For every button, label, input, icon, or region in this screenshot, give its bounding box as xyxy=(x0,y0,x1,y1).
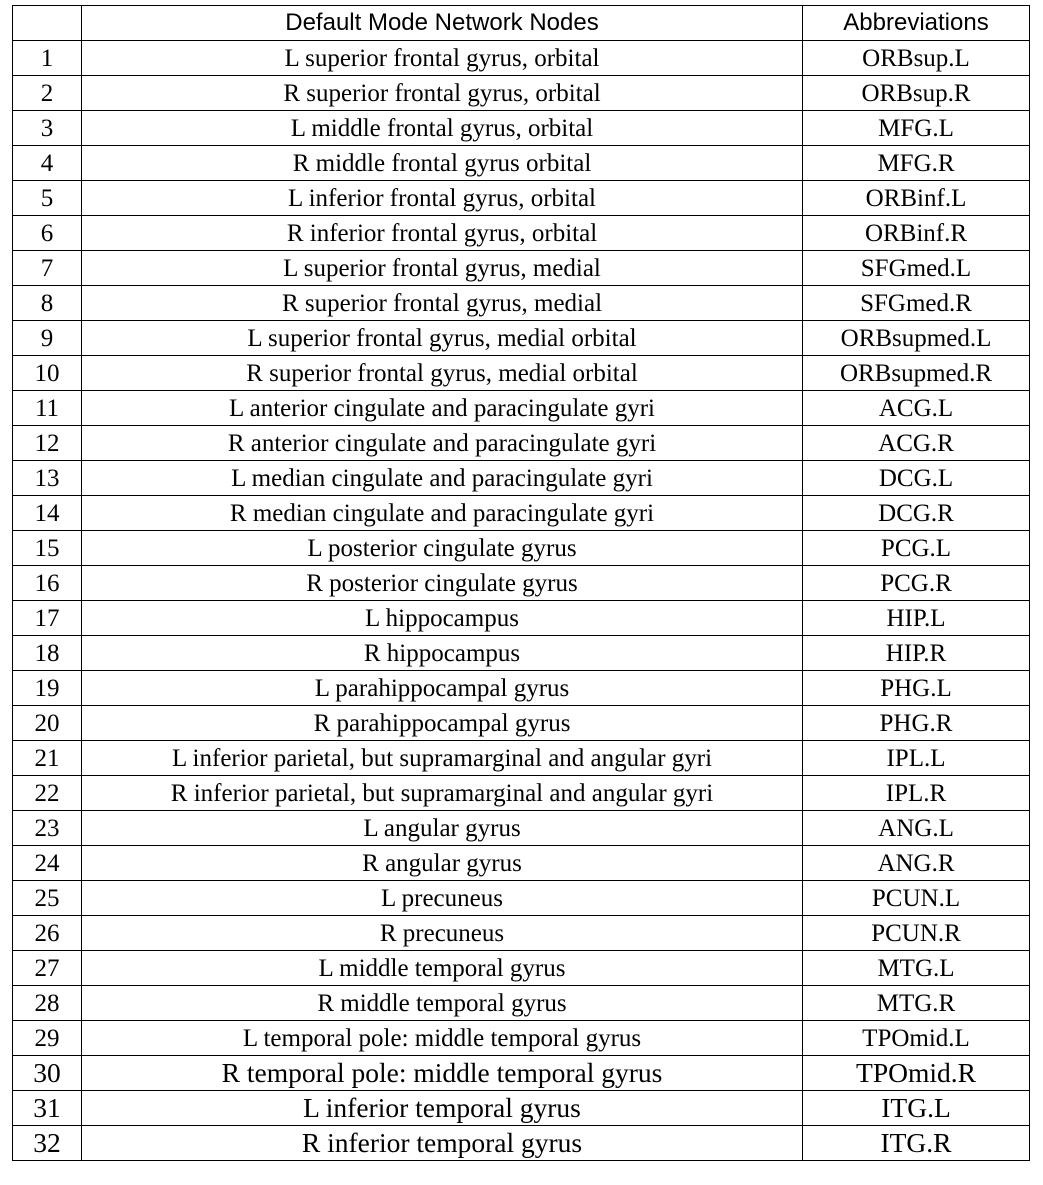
table-row xyxy=(13,706,1030,741)
node-name: L superior frontal gyrus, medial orbital xyxy=(82,321,803,356)
row-number: 3 xyxy=(13,111,82,146)
row-number: 27 xyxy=(13,951,82,986)
row-number: 19 xyxy=(13,671,82,706)
node-name: R middle temporal gyrus xyxy=(82,986,803,1021)
row-number: 28 xyxy=(13,986,82,1021)
row-number: 11 xyxy=(13,391,82,426)
node-abbreviation: MFG.L xyxy=(803,111,1030,146)
row-number: 31 xyxy=(13,1091,82,1126)
row-number: 24 xyxy=(13,846,82,881)
node-abbreviation: MTG.L xyxy=(803,951,1030,986)
node-abbreviation: IPL.R xyxy=(803,776,1030,811)
node-name: R hippocampus xyxy=(82,636,803,671)
row-number: 26 xyxy=(13,916,82,951)
row-number: 4 xyxy=(13,146,82,181)
node-abbreviation: ORBsupmed.L xyxy=(803,321,1030,356)
row-number: 18 xyxy=(13,636,82,671)
table-row xyxy=(13,881,1030,916)
node-abbreviation: ORBinf.L xyxy=(803,181,1030,216)
table-row xyxy=(13,461,1030,496)
node-abbreviation: ACG.L xyxy=(803,391,1030,426)
row-number: 23 xyxy=(13,811,82,846)
node-abbreviation: ANG.L xyxy=(803,811,1030,846)
node-name: L middle temporal gyrus xyxy=(82,951,803,986)
dmn-nodes-table xyxy=(12,5,1030,1161)
table-row xyxy=(13,41,1030,76)
table-row xyxy=(13,286,1030,321)
table-row xyxy=(13,111,1030,146)
node-abbreviation: SFGmed.R xyxy=(803,286,1030,321)
node-name: R inferior parietal, but supramarginal and angular gyri xyxy=(82,776,803,811)
node-name: R superior frontal gyrus, medial xyxy=(82,286,803,321)
row-number: 30 xyxy=(13,1056,82,1091)
row-number: 6 xyxy=(13,216,82,251)
row-number: 16 xyxy=(13,566,82,601)
node-abbreviation: TPOmid.R xyxy=(803,1056,1030,1091)
table-row xyxy=(13,426,1030,461)
node-name: R posterior cingulate gyrus xyxy=(82,566,803,601)
table-row xyxy=(13,391,1030,426)
row-number: 20 xyxy=(13,706,82,741)
header-node: Default Mode Network Nodes xyxy=(82,6,803,41)
row-number: 7 xyxy=(13,251,82,286)
node-name: R parahippocampal gyrus xyxy=(82,706,803,741)
table-row xyxy=(13,76,1030,111)
node-name: L hippocampus xyxy=(82,601,803,636)
table-row xyxy=(13,146,1030,181)
node-name: R superior frontal gyrus, medial orbital xyxy=(82,356,803,391)
node-abbreviation: TPOmid.L xyxy=(803,1021,1030,1056)
row-number: 9 xyxy=(13,321,82,356)
node-name: R anterior cingulate and paracingulate gyri xyxy=(82,426,803,461)
row-number: 2 xyxy=(13,76,82,111)
node-name: R inferior temporal gyrus xyxy=(82,1126,803,1161)
row-number: 14 xyxy=(13,496,82,531)
row-number: 10 xyxy=(13,356,82,391)
node-abbreviation: ORBsupmed.R xyxy=(803,356,1030,391)
table-row xyxy=(13,1126,1030,1161)
table-row xyxy=(13,1021,1030,1056)
node-name: L parahippocampal gyrus xyxy=(82,671,803,706)
row-number: 5 xyxy=(13,181,82,216)
node-abbreviation: HIP.R xyxy=(803,636,1030,671)
node-name: L superior frontal gyrus, orbital xyxy=(82,41,803,76)
row-number: 12 xyxy=(13,426,82,461)
node-abbreviation: ACG.R xyxy=(803,426,1030,461)
node-abbreviation: MTG.R xyxy=(803,986,1030,1021)
node-name: R angular gyrus xyxy=(82,846,803,881)
node-abbreviation: ORBsup.L xyxy=(803,41,1030,76)
table-row xyxy=(13,951,1030,986)
table-row xyxy=(13,356,1030,391)
node-abbreviation: IPL.L xyxy=(803,741,1030,776)
node-name: R temporal pole: middle temporal gyrus xyxy=(82,1056,803,1091)
table-row xyxy=(13,251,1030,286)
node-name: R middle frontal gyrus orbital xyxy=(82,146,803,181)
table-row xyxy=(13,811,1030,846)
node-name: L median cingulate and paracingulate gyri xyxy=(82,461,803,496)
node-abbreviation: PCUN.R xyxy=(803,916,1030,951)
row-number: 25 xyxy=(13,881,82,916)
node-name: L inferior frontal gyrus, orbital xyxy=(82,181,803,216)
row-number: 22 xyxy=(13,776,82,811)
row-number: 8 xyxy=(13,286,82,321)
table-row xyxy=(13,846,1030,881)
node-name: R superior frontal gyrus, orbital xyxy=(82,76,803,111)
table-row xyxy=(13,601,1030,636)
table-row xyxy=(13,986,1030,1021)
row-number: 32 xyxy=(13,1126,82,1161)
node-abbreviation: ANG.R xyxy=(803,846,1030,881)
node-name: L precuneus xyxy=(82,881,803,916)
node-name: R precuneus xyxy=(82,916,803,951)
table-row xyxy=(13,531,1030,566)
node-abbreviation: ITG.R xyxy=(803,1126,1030,1161)
table-row xyxy=(13,216,1030,251)
table-row xyxy=(13,776,1030,811)
table-row xyxy=(13,181,1030,216)
node-abbreviation: ORBinf.R xyxy=(803,216,1030,251)
table-row xyxy=(13,496,1030,531)
node-name: L temporal pole: middle temporal gyrus xyxy=(82,1021,803,1056)
node-abbreviation: DCG.L xyxy=(803,461,1030,496)
node-abbreviation: DCG.R xyxy=(803,496,1030,531)
row-number: 1 xyxy=(13,41,82,76)
row-number: 15 xyxy=(13,531,82,566)
node-name: L posterior cingulate gyrus xyxy=(82,531,803,566)
node-abbreviation: ITG.L xyxy=(803,1091,1030,1126)
node-name: R inferior frontal gyrus, orbital xyxy=(82,216,803,251)
table-row xyxy=(13,916,1030,951)
header-abbreviation: Abbreviations xyxy=(803,6,1030,41)
node-name: L superior frontal gyrus, medial xyxy=(82,251,803,286)
header-number xyxy=(13,6,82,41)
row-number: 29 xyxy=(13,1021,82,1056)
table-row xyxy=(13,741,1030,776)
node-name: L middle frontal gyrus, orbital xyxy=(82,111,803,146)
node-name: L inferior parietal, but supramarginal and angular gyri xyxy=(82,741,803,776)
table-row xyxy=(13,1091,1030,1126)
row-number: 17 xyxy=(13,601,82,636)
node-abbreviation: SFGmed.L xyxy=(803,251,1030,286)
table-row xyxy=(13,636,1030,671)
node-abbreviation: PCG.L xyxy=(803,531,1030,566)
row-number: 21 xyxy=(13,741,82,776)
node-abbreviation: MFG.R xyxy=(803,146,1030,181)
node-abbreviation: HIP.L xyxy=(803,601,1030,636)
node-name: L inferior temporal gyrus xyxy=(82,1091,803,1126)
node-abbreviation: PHG.R xyxy=(803,706,1030,741)
node-name: L angular gyrus xyxy=(82,811,803,846)
table-row xyxy=(13,321,1030,356)
table-row xyxy=(13,1056,1030,1091)
header-row xyxy=(13,6,1030,41)
table-row xyxy=(13,671,1030,706)
node-abbreviation: PHG.L xyxy=(803,671,1030,706)
row-number: 13 xyxy=(13,461,82,496)
node-name: L anterior cingulate and paracingulate gyri xyxy=(82,391,803,426)
node-abbreviation: PCUN.L xyxy=(803,881,1030,916)
node-name: R median cingulate and paracingulate gyri xyxy=(82,496,803,531)
node-abbreviation: ORBsup.R xyxy=(803,76,1030,111)
table-row xyxy=(13,566,1030,601)
node-abbreviation: PCG.R xyxy=(803,566,1030,601)
